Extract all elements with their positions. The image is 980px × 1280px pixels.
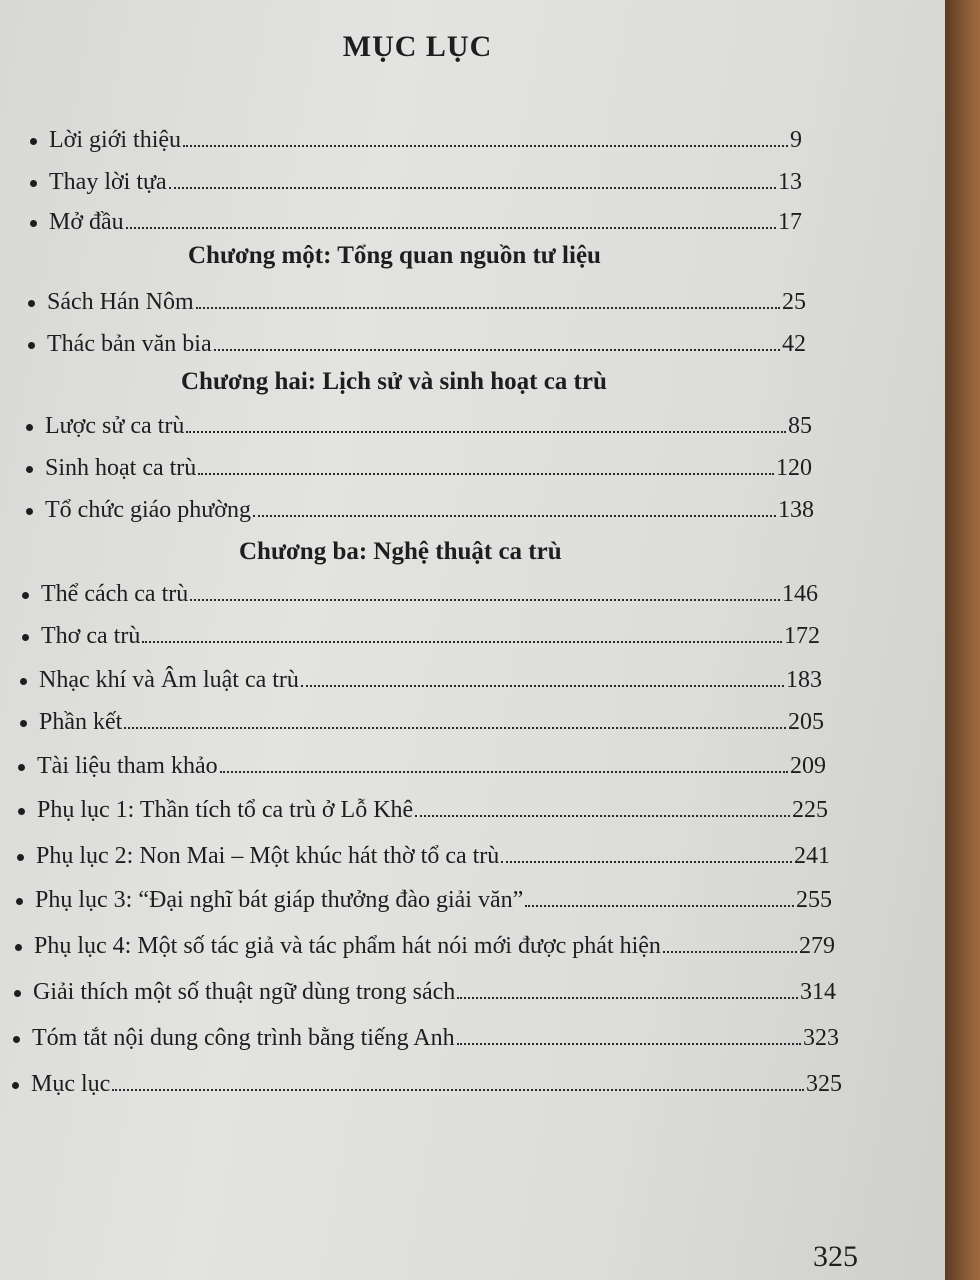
dot-leader [142, 640, 782, 643]
toc-entry [26, 496, 814, 524]
toc-entry-page: 323 [803, 1025, 839, 1051]
dot-leader [112, 1088, 804, 1091]
toc-entry-label: Tóm tắt nội dung công trình bằng tiếng Anh [32, 1025, 455, 1051]
toc-entry-label: Thác bản văn bia [47, 331, 212, 357]
toc-entry [20, 666, 822, 694]
toc-entry-label: Tổ chức giáo phường [45, 497, 251, 523]
toc-entry [17, 842, 830, 870]
toc-entry [20, 708, 824, 736]
toc-entry [18, 796, 828, 824]
toc-entry [28, 330, 806, 358]
toc-entry-label: Phần kết [39, 709, 123, 735]
toc-entry-label: Giải thích một số thuật ngữ dùng trong sách [33, 979, 456, 1005]
bullet-icon [26, 466, 33, 473]
toc-entry [18, 752, 826, 780]
toc-entry [26, 412, 812, 440]
bullet-icon [15, 944, 22, 951]
chapter-heading: Chương hai: Lịch sử và sinh hoạt ca trù [181, 368, 607, 395]
toc-entry [22, 580, 818, 608]
toc-entry [12, 1070, 842, 1098]
toc-entry-page: 314 [800, 979, 836, 1005]
toc-entry [14, 978, 836, 1006]
toc-entry-label: Lời giới thiệu [49, 127, 182, 153]
chapter-heading: Chương một: Tổng quan nguồn tư liệu [188, 242, 601, 269]
chapter-heading: Chương ba: Nghệ thuật ca trù [239, 538, 562, 565]
toc-entry-label: Thể cách ca trù [41, 581, 189, 607]
toc-entry-page: 13 [778, 169, 802, 195]
dot-leader [124, 726, 786, 729]
dot-leader [196, 306, 780, 309]
bullet-icon [28, 300, 35, 307]
dot-leader [301, 684, 784, 687]
bullet-icon [20, 678, 27, 685]
dot-leader [183, 144, 788, 147]
dot-leader [169, 186, 776, 189]
toc-entry-page: 255 [796, 887, 832, 913]
toc-entry-page: 205 [788, 709, 824, 735]
dot-leader [220, 770, 788, 773]
toc-entry-page: 17 [778, 209, 802, 235]
dot-leader [253, 514, 776, 517]
toc-entry-label: Phụ lục 1: Thần tích tổ ca trù ở Lỗ Khê [37, 797, 414, 823]
dot-leader [198, 472, 774, 475]
book-edge [945, 0, 980, 1280]
bullet-icon [12, 1082, 19, 1089]
bullet-icon [22, 634, 29, 641]
bullet-icon [26, 508, 33, 515]
toc-entry-page: 172 [784, 623, 820, 649]
toc-entry [22, 622, 820, 650]
toc-entry-label: Phụ lục 4: Một số tác giả và tác phẩm hát nói mới được phát hiện [34, 933, 661, 959]
toc-entry-label: Lược sử ca trù [45, 413, 185, 439]
dot-leader [126, 226, 776, 229]
toc-entry-label: Thơ ca trù [41, 623, 141, 649]
bullet-icon [17, 854, 24, 861]
bullet-icon [16, 898, 23, 905]
toc-entry-page: 146 [782, 581, 818, 607]
toc-entry-label: Phụ lục 3: “Đại nghĩ bát giáp thưởng đào giải văn” [35, 887, 524, 913]
toc-entry-page: 225 [792, 797, 828, 823]
page-title: MỤC LỤC [342, 30, 493, 63]
toc-entry-page: 25 [782, 289, 806, 315]
dot-leader [457, 996, 798, 999]
dot-leader [190, 598, 780, 601]
bullet-icon [22, 592, 29, 599]
bullet-icon [18, 764, 25, 771]
toc-entry-page: 241 [794, 843, 830, 869]
toc-entry-page: 209 [790, 753, 826, 779]
toc-entry-label: Sinh hoạt ca trù [45, 455, 197, 481]
toc-entry [28, 288, 806, 316]
toc-entry-label: Nhạc khí và Âm luật ca trù [39, 667, 299, 693]
toc-entry-page: 85 [788, 413, 812, 439]
toc-entry [30, 126, 802, 154]
toc-entry [16, 886, 832, 914]
toc-entry-page: 183 [786, 667, 822, 693]
toc-entry-label: Thay lời tựa [49, 169, 167, 195]
dot-leader [186, 430, 786, 433]
dot-leader [457, 1042, 801, 1045]
bullet-icon [26, 424, 33, 431]
toc-entry [30, 208, 802, 236]
bullet-icon [30, 180, 37, 187]
toc-entry-page: 325 [806, 1071, 842, 1097]
toc-entry-page: 120 [776, 455, 812, 481]
toc-entry-page: 279 [799, 933, 835, 959]
bullet-icon [30, 220, 37, 227]
toc-entry [30, 168, 802, 196]
toc-entry [26, 454, 812, 482]
toc-entry-label: Mục lục [31, 1071, 111, 1097]
bullet-icon [18, 808, 25, 815]
bullet-icon [20, 720, 27, 727]
dot-leader [501, 860, 792, 863]
toc-entry [15, 932, 835, 960]
toc-entry [13, 1024, 839, 1052]
toc-entry-page: 9 [790, 127, 802, 153]
toc-entry-page: 138 [778, 497, 814, 523]
dot-leader [525, 904, 794, 907]
toc-entry-label: Tài liệu tham khảo [37, 753, 218, 779]
toc-entry-label: Sách Hán Nôm [47, 289, 194, 315]
page-number: 325 [813, 1240, 858, 1273]
toc-entry-label: Phụ lục 2: Non Mai – Một khúc hát thờ tổ ca trù [36, 843, 500, 869]
dot-leader [415, 814, 790, 817]
dot-leader [214, 348, 780, 351]
toc-entry-label: Mở đầu [49, 209, 124, 235]
bullet-icon [30, 138, 37, 145]
bullet-icon [13, 1036, 20, 1043]
bullet-icon [28, 342, 35, 349]
toc-entry-page: 42 [782, 331, 806, 357]
dot-leader [663, 950, 797, 953]
bullet-icon [14, 990, 21, 997]
